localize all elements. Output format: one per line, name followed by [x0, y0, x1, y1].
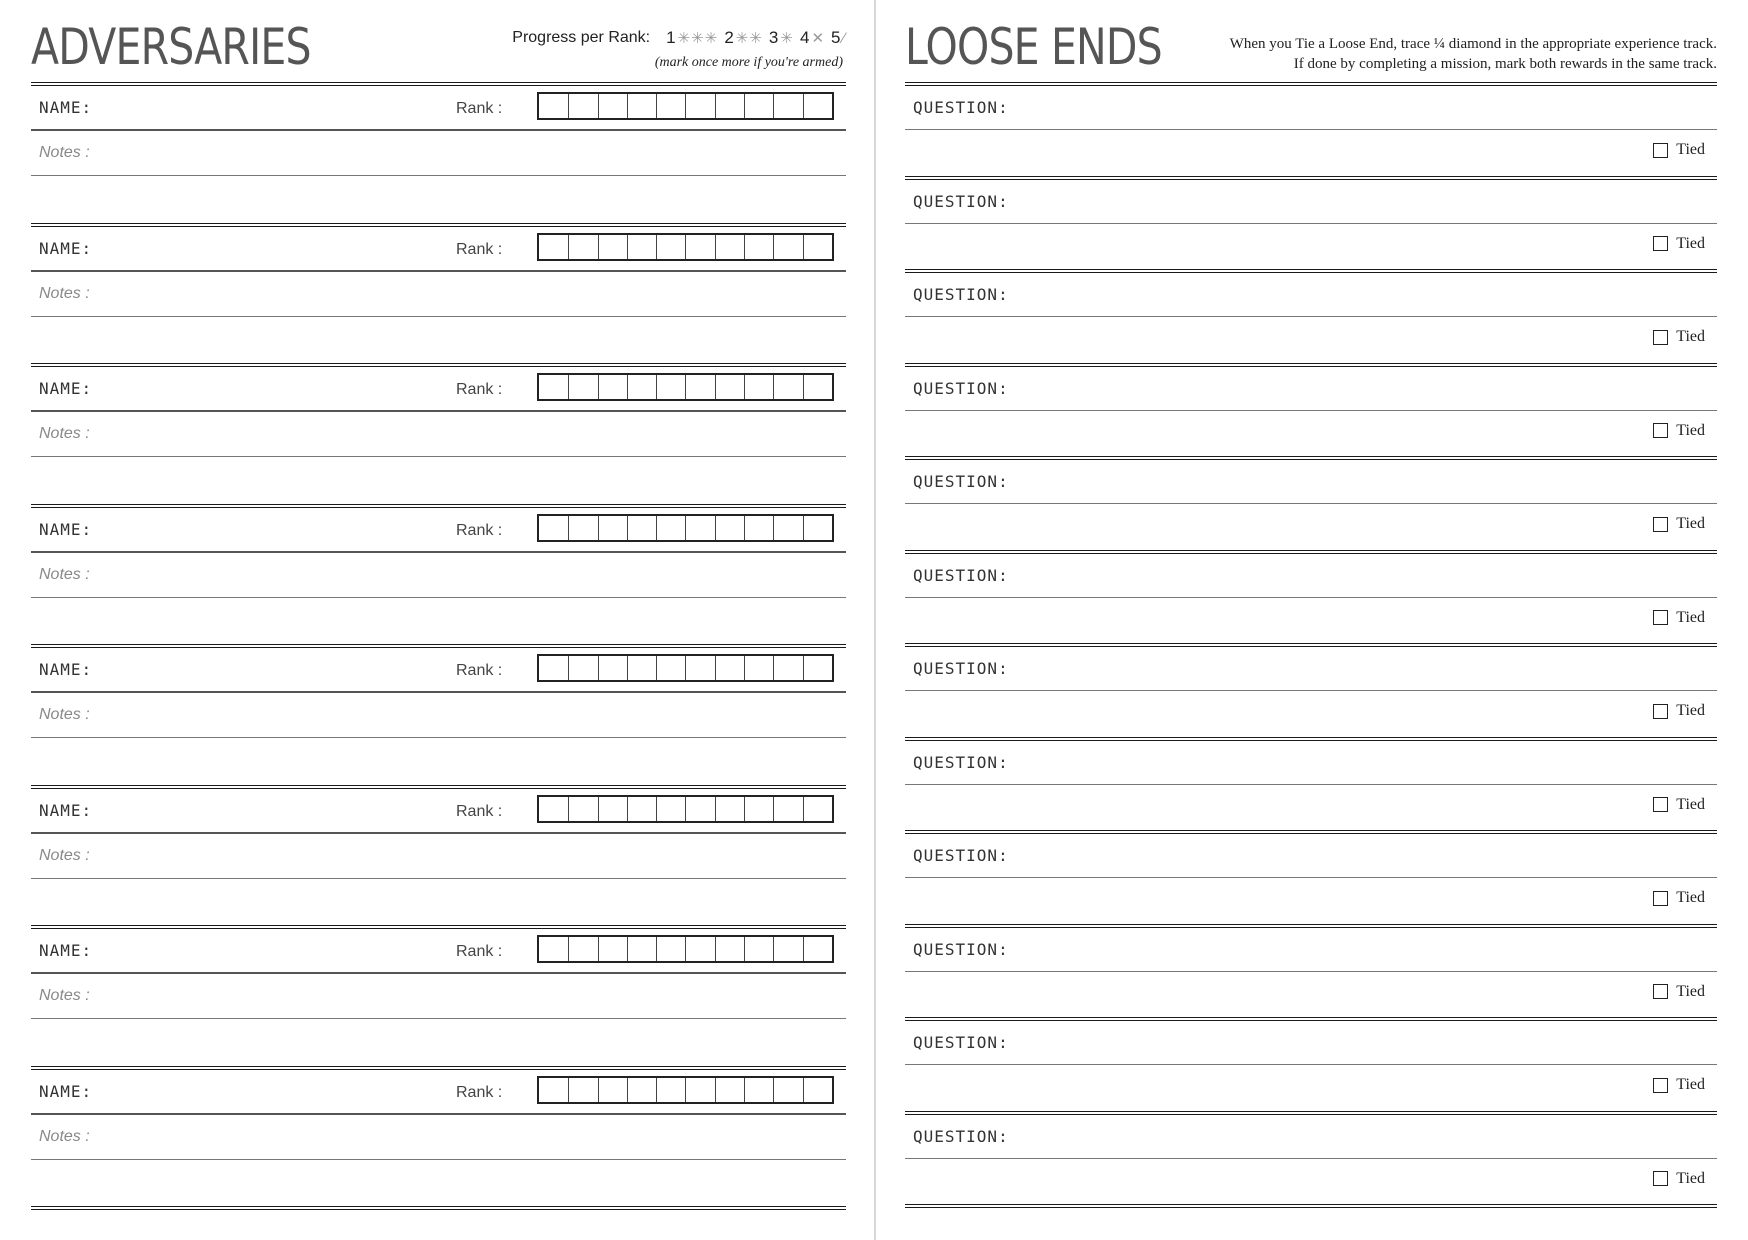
rank-box[interactable]	[539, 94, 568, 118]
rank-box[interactable]	[568, 1078, 597, 1102]
rank-box[interactable]	[715, 375, 744, 399]
tied-label: Tied	[1676, 515, 1705, 532]
rank-box[interactable]	[744, 94, 773, 118]
rank-box[interactable]	[773, 1078, 802, 1102]
question-entry	[905, 550, 1717, 644]
rank-box[interactable]	[656, 797, 685, 821]
rank-box[interactable]	[656, 656, 685, 680]
rank-box[interactable]	[568, 797, 597, 821]
rank-box[interactable]	[539, 656, 568, 680]
rank-track[interactable]	[537, 1076, 834, 1104]
rank-box[interactable]	[773, 937, 802, 961]
question-label: QUESTION:	[913, 378, 1009, 398]
rank-box[interactable]	[715, 656, 744, 680]
rank-box[interactable]	[803, 235, 832, 259]
adversary-entry	[31, 925, 846, 1066]
question-underline	[905, 129, 1717, 130]
question-entry	[905, 737, 1717, 831]
name-underline	[31, 410, 846, 412]
rank-box[interactable]	[627, 1078, 656, 1102]
rank-box[interactable]	[598, 516, 627, 540]
rank-box[interactable]	[803, 797, 832, 821]
notes-underline	[31, 737, 846, 738]
adversaries-title: ADVERSARIES	[31, 18, 311, 76]
rank-box[interactable]	[598, 235, 627, 259]
question-entry	[905, 830, 1717, 924]
rank-box[interactable]	[568, 94, 597, 118]
rank-box[interactable]	[744, 937, 773, 961]
progress-rank-5: 5	[831, 28, 841, 47]
question-underline	[905, 316, 1717, 317]
rank-box[interactable]	[656, 235, 685, 259]
rank-box[interactable]	[685, 94, 714, 118]
progress-marks-4: ✕	[811, 30, 826, 47]
tied-checkbox[interactable]	[1653, 517, 1668, 532]
name-label: NAME:	[39, 660, 93, 679]
question-label: QUESTION:	[913, 98, 1009, 117]
question-underline	[905, 410, 1717, 411]
adversary-entry	[31, 363, 846, 504]
notes-label: Notes :	[39, 1127, 90, 1145]
question-underline	[905, 971, 1717, 972]
tied-checkbox[interactable]	[1653, 704, 1668, 719]
tied-label: Tied	[1676, 982, 1705, 1000]
rank-box[interactable]	[656, 937, 685, 961]
rank-box[interactable]	[568, 656, 597, 680]
tied-option[interactable]	[1653, 889, 1705, 907]
tied-option[interactable]	[1653, 1170, 1705, 1188]
rank-box[interactable]	[773, 797, 802, 821]
rank-box[interactable]	[598, 1078, 627, 1102]
name-label: NAME:	[39, 1081, 93, 1101]
progress-legend	[512, 28, 846, 48]
question-underline	[905, 597, 1717, 598]
loose-ends-instructions	[1230, 34, 1717, 74]
question-entry	[905, 456, 1717, 550]
rank-label: Rank :	[456, 662, 503, 679]
progress-rank-2: 2	[724, 28, 734, 47]
question-label: QUESTION:	[913, 659, 1009, 678]
question-underline	[905, 690, 1717, 691]
rank-box[interactable]	[803, 656, 832, 680]
name-underline	[31, 129, 846, 131]
question-entry	[905, 1111, 1717, 1205]
rank-box[interactable]	[685, 1078, 714, 1102]
rank-box[interactable]	[685, 937, 714, 961]
rank-label: Rank :	[456, 943, 503, 960]
loose-ends-page	[905, 0, 1717, 1240]
rank-box[interactable]	[803, 1078, 832, 1102]
question-entry	[905, 269, 1717, 363]
rank-box[interactable]	[568, 375, 597, 399]
notes-underline	[31, 175, 846, 176]
question-list	[905, 82, 1717, 1208]
rank-box[interactable]	[656, 516, 685, 540]
rank-box[interactable]	[598, 94, 627, 118]
progress-rank-3: 3	[768, 28, 779, 47]
rank-box[interactable]	[744, 516, 773, 540]
tied-label: Tied	[1676, 234, 1705, 252]
rank-box[interactable]	[685, 656, 714, 680]
name-label: NAME:	[39, 98, 93, 117]
rank-box[interactable]	[627, 797, 656, 821]
tied-option[interactable]	[1653, 702, 1705, 720]
progress-marks-1: ✳✳✳	[677, 30, 719, 47]
rank-box[interactable]	[773, 235, 802, 259]
rank-box[interactable]	[627, 516, 656, 540]
tied-checkbox[interactable]	[1653, 143, 1668, 158]
rank-box[interactable]	[685, 235, 714, 259]
rank-box[interactable]	[773, 375, 802, 399]
question-underline	[905, 1158, 1717, 1159]
rank-box[interactable]	[744, 797, 773, 821]
progress-marks-5: ∕	[842, 29, 846, 47]
rank-track[interactable]	[537, 233, 834, 261]
rank-box[interactable]	[627, 94, 656, 118]
rank-box[interactable]	[744, 235, 773, 259]
rank-box[interactable]	[568, 937, 597, 961]
name-label: NAME:	[39, 519, 93, 539]
rank-label: Rank :	[456, 240, 503, 258]
name-underline	[31, 1113, 846, 1115]
question-entry	[905, 176, 1717, 270]
name-underline	[31, 551, 846, 553]
rank-box[interactable]	[656, 94, 685, 118]
rank-box[interactable]	[715, 797, 744, 821]
question-underline	[905, 503, 1717, 504]
rank-track[interactable]	[537, 654, 834, 682]
tied-option[interactable]	[1653, 422, 1705, 440]
rank-box[interactable]	[744, 1078, 773, 1102]
rank-box[interactable]	[627, 235, 656, 259]
tied-label: Tied	[1676, 1169, 1705, 1187]
rank-box[interactable]	[685, 797, 714, 821]
tied-checkbox[interactable]	[1653, 891, 1668, 906]
name-underline	[31, 832, 846, 834]
rank-box[interactable]	[715, 94, 744, 118]
rank-track[interactable]	[537, 373, 834, 401]
tied-option[interactable]	[1653, 796, 1705, 814]
notes-label: Notes :	[39, 284, 90, 302]
instruction-line-1: When you Tie a Loose End, trace ¼ diamond in the appropriate experience track.	[1229, 36, 1717, 52]
adversaries-page	[31, 0, 846, 1240]
progress-rank-4: 4	[799, 28, 810, 47]
rank-box[interactable]	[773, 94, 802, 118]
rank-box[interactable]	[598, 937, 627, 961]
tied-checkbox[interactable]	[1653, 797, 1668, 812]
rank-box[interactable]	[598, 797, 627, 821]
rank-box[interactable]	[773, 656, 802, 680]
tied-label: Tied	[1676, 702, 1705, 719]
name-label: NAME:	[39, 800, 93, 820]
tied-label: Tied	[1676, 795, 1705, 813]
tied-checkbox[interactable]	[1653, 984, 1668, 999]
notes-underline	[31, 1018, 846, 1019]
name-label: NAME:	[39, 379, 93, 398]
notes-underline	[31, 456, 846, 457]
question-entry	[905, 82, 1717, 176]
adversary-entry	[31, 82, 846, 223]
tied-label: Tied	[1676, 608, 1705, 626]
rank-box[interactable]	[656, 375, 685, 399]
rank-box[interactable]	[539, 235, 568, 259]
notes-underline	[31, 1159, 846, 1160]
tied-label: Tied	[1676, 328, 1705, 345]
question-label: QUESTION:	[913, 565, 1009, 585]
rank-box[interactable]	[685, 516, 714, 540]
armed-note: (mark once more if you're armed)	[654, 55, 843, 70]
rank-track[interactable]	[537, 514, 834, 542]
tied-checkbox[interactable]	[1653, 236, 1668, 251]
rank-track[interactable]	[537, 795, 834, 823]
adversary-entry	[31, 785, 846, 926]
rank-box[interactable]	[685, 375, 714, 399]
notes-label: Notes :	[39, 706, 90, 723]
notes-underline	[31, 878, 846, 879]
rank-box[interactable]	[656, 1078, 685, 1102]
adversary-list	[31, 82, 846, 1210]
rank-box[interactable]	[627, 656, 656, 680]
rank-box[interactable]	[773, 516, 802, 540]
rank-box[interactable]	[539, 516, 568, 540]
rank-box[interactable]	[568, 235, 597, 259]
rank-box[interactable]	[539, 1078, 568, 1102]
notes-label: Notes :	[39, 565, 90, 583]
rank-box[interactable]	[715, 937, 744, 961]
rank-box[interactable]	[627, 375, 656, 399]
loose-ends-title: LOOSE ENDS	[905, 18, 1162, 76]
progress-label: Progress per Rank:	[512, 29, 651, 46]
question-label: QUESTION:	[913, 472, 1009, 491]
question-label: QUESTION:	[913, 1033, 1009, 1052]
progress-marks-2: ✳✳	[735, 30, 763, 47]
tied-checkbox[interactable]	[1653, 330, 1668, 345]
tied-label: Tied	[1676, 1076, 1705, 1093]
tied-checkbox[interactable]	[1653, 1171, 1668, 1186]
tied-option[interactable]	[1653, 983, 1705, 1001]
adversary-entry	[31, 504, 846, 645]
rank-label: Rank :	[456, 381, 503, 398]
name-underline	[31, 972, 846, 974]
name-underline	[31, 270, 846, 272]
question-label: QUESTION:	[913, 846, 1009, 865]
adversary-entry	[31, 223, 846, 364]
question-underline	[905, 1064, 1717, 1065]
rank-box[interactable]	[744, 656, 773, 680]
rank-label: Rank :	[456, 100, 503, 117]
rank-box[interactable]	[715, 516, 744, 540]
question-label: QUESTION:	[913, 191, 1009, 211]
name-label: NAME:	[39, 238, 93, 258]
rank-box[interactable]	[627, 937, 656, 961]
rank-box[interactable]	[715, 235, 744, 259]
rank-track[interactable]	[537, 92, 834, 120]
question-entry	[905, 363, 1717, 457]
tied-label: Tied	[1676, 889, 1705, 906]
rank-box[interactable]	[803, 94, 832, 118]
instruction-line-2: If done by completing a mission, mark both rewards in the same track.	[1293, 56, 1717, 72]
tied-checkbox[interactable]	[1653, 423, 1668, 438]
notes-label: Notes :	[39, 425, 90, 442]
tied-option[interactable]	[1653, 515, 1705, 533]
name-label: NAME:	[39, 941, 93, 960]
question-label: QUESTION:	[913, 752, 1009, 772]
question-underline	[905, 784, 1717, 785]
tied-option[interactable]	[1653, 141, 1705, 159]
notes-label: Notes :	[39, 846, 90, 864]
adversary-entry	[31, 644, 846, 785]
rank-box[interactable]	[598, 375, 627, 399]
notes-underline	[31, 597, 846, 598]
rank-box[interactable]	[539, 375, 568, 399]
progress-marks-3: ✳	[780, 30, 794, 47]
rank-label: Rank :	[456, 521, 503, 539]
tied-option[interactable]	[1653, 328, 1705, 346]
progress-rank-1: 1	[666, 28, 676, 47]
question-underline	[905, 223, 1717, 224]
tied-label: Tied	[1676, 141, 1705, 158]
rank-box[interactable]	[803, 516, 832, 540]
adversary-entry	[31, 1066, 846, 1207]
rank-box[interactable]	[568, 516, 597, 540]
tied-option[interactable]	[1653, 609, 1705, 627]
rank-box[interactable]	[803, 375, 832, 399]
tied-checkbox[interactable]	[1653, 610, 1668, 625]
question-underline	[905, 877, 1717, 878]
question-label: QUESTION:	[913, 285, 1009, 304]
notes-label: Notes :	[39, 144, 90, 161]
notes-label: Notes :	[39, 987, 90, 1004]
rank-box[interactable]	[598, 656, 627, 680]
tied-label: Tied	[1676, 421, 1705, 439]
page-divider	[874, 0, 876, 1240]
rank-track[interactable]	[537, 935, 834, 963]
rank-label: Rank :	[456, 802, 503, 820]
tied-option[interactable]	[1653, 1076, 1705, 1094]
rank-label: Rank :	[456, 1083, 503, 1101]
question-label: QUESTION:	[913, 939, 1009, 959]
question-entry	[905, 643, 1717, 737]
tied-option[interactable]	[1653, 235, 1705, 253]
rank-box[interactable]	[715, 1078, 744, 1102]
question-label: QUESTION:	[913, 1126, 1009, 1146]
name-underline	[31, 691, 846, 693]
rank-box[interactable]	[539, 937, 568, 961]
tied-checkbox[interactable]	[1653, 1078, 1668, 1093]
rank-box[interactable]	[803, 937, 832, 961]
rank-box[interactable]	[744, 375, 773, 399]
notes-underline	[31, 316, 846, 317]
question-entry	[905, 1017, 1717, 1111]
question-entry	[905, 924, 1717, 1018]
rank-box[interactable]	[539, 797, 568, 821]
